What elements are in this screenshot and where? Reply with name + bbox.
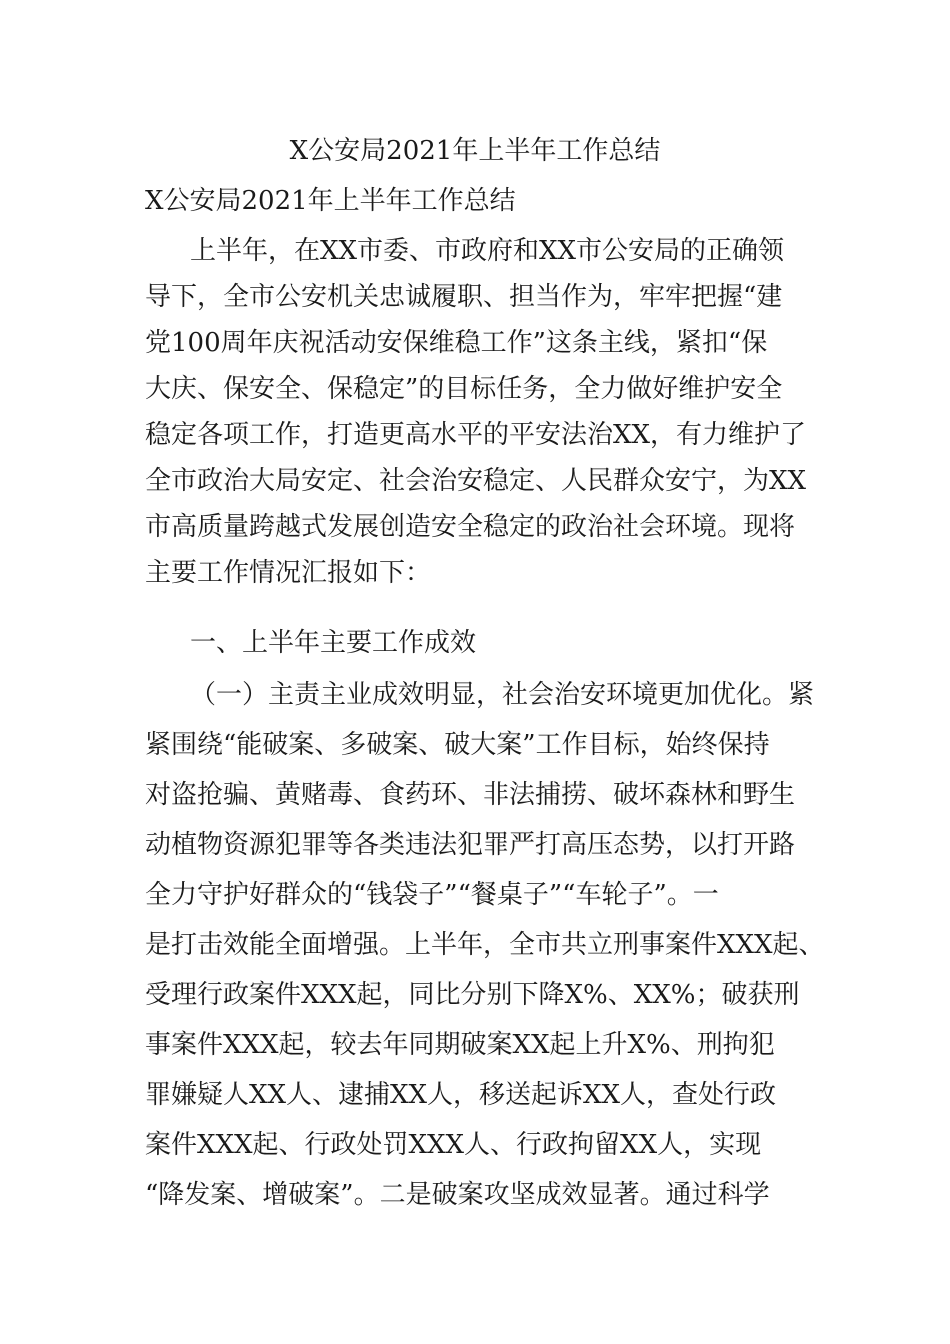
- paragraph-line: 党100周年庆祝活动安保维稳工作”这条主线，紧扣“保: [145, 328, 768, 358]
- paragraph-line: 全市政治大局安定、社会治安稳定、人民群众安宁，为XX: [145, 466, 807, 496]
- paragraph-line: 事案件XXX起，较去年同期破案XX起上升X%、刑拘犯: [145, 1030, 775, 1060]
- paragraph-line: 对盗抢骗、黄赌毒、食药环、非法捕捞、破坏森林和野生: [145, 780, 796, 810]
- paragraph-line: 大庆、保安全、保稳定”的目标任务，全力做好维护安全: [145, 374, 783, 404]
- document-title: X公安局2021年上半年工作总结: [289, 136, 661, 166]
- paragraph-line: （一）主责主业成效明显，社会治安环境更加优化。紧: [190, 680, 815, 710]
- paragraph-line: 主要工作情况汇报如下：: [145, 558, 432, 588]
- paragraph-line: 受理行政案件XXX起，同比分别下降X%、XX%；破获刑: [145, 980, 800, 1010]
- paragraph-line: 案件XXX起、行政处罚XXX人、行政拘留XX人，实现: [145, 1130, 762, 1160]
- paragraph-line: 动植物资源犯罪等各类违法犯罪严打高压态势，以打开路: [145, 830, 796, 860]
- paragraph-line: 紧围绕“能破案、多破案、破大案”工作目标，始终保持: [145, 730, 770, 760]
- document-subtitle: X公安局2021年上半年工作总结: [145, 186, 516, 216]
- paragraph-line: 全力守护好群众的“钱袋子”“餐桌子”“车轮子”。一: [145, 880, 719, 910]
- paragraph-line: 是打击效能全面增强。上半年，全市共立刑事案件XXX起、: [145, 930, 825, 960]
- paragraph-line: 上半年，在XX市委、市政府和XX市公安局的正确领: [190, 236, 785, 266]
- paragraph-line: “降发案、增破案”。二是破案攻坚成效显著。通过科学: [145, 1180, 770, 1210]
- paragraph-line: 稳定各项工作，打造更高水平的平安法治XX，有力维护了: [145, 420, 807, 450]
- paragraph-line: 导下，全市公安机关忠诚履职、担当作为，牢牢把握“建: [145, 282, 783, 312]
- paragraph-line: 市高质量跨越式发展创造安全稳定的政治社会环境。现将: [145, 512, 796, 542]
- section-heading: 一、上半年主要工作成效: [190, 628, 477, 658]
- paragraph-line: 罪嫌疑人XX人、逮捕XX人，移送起诉XX人，查处行政: [145, 1080, 777, 1110]
